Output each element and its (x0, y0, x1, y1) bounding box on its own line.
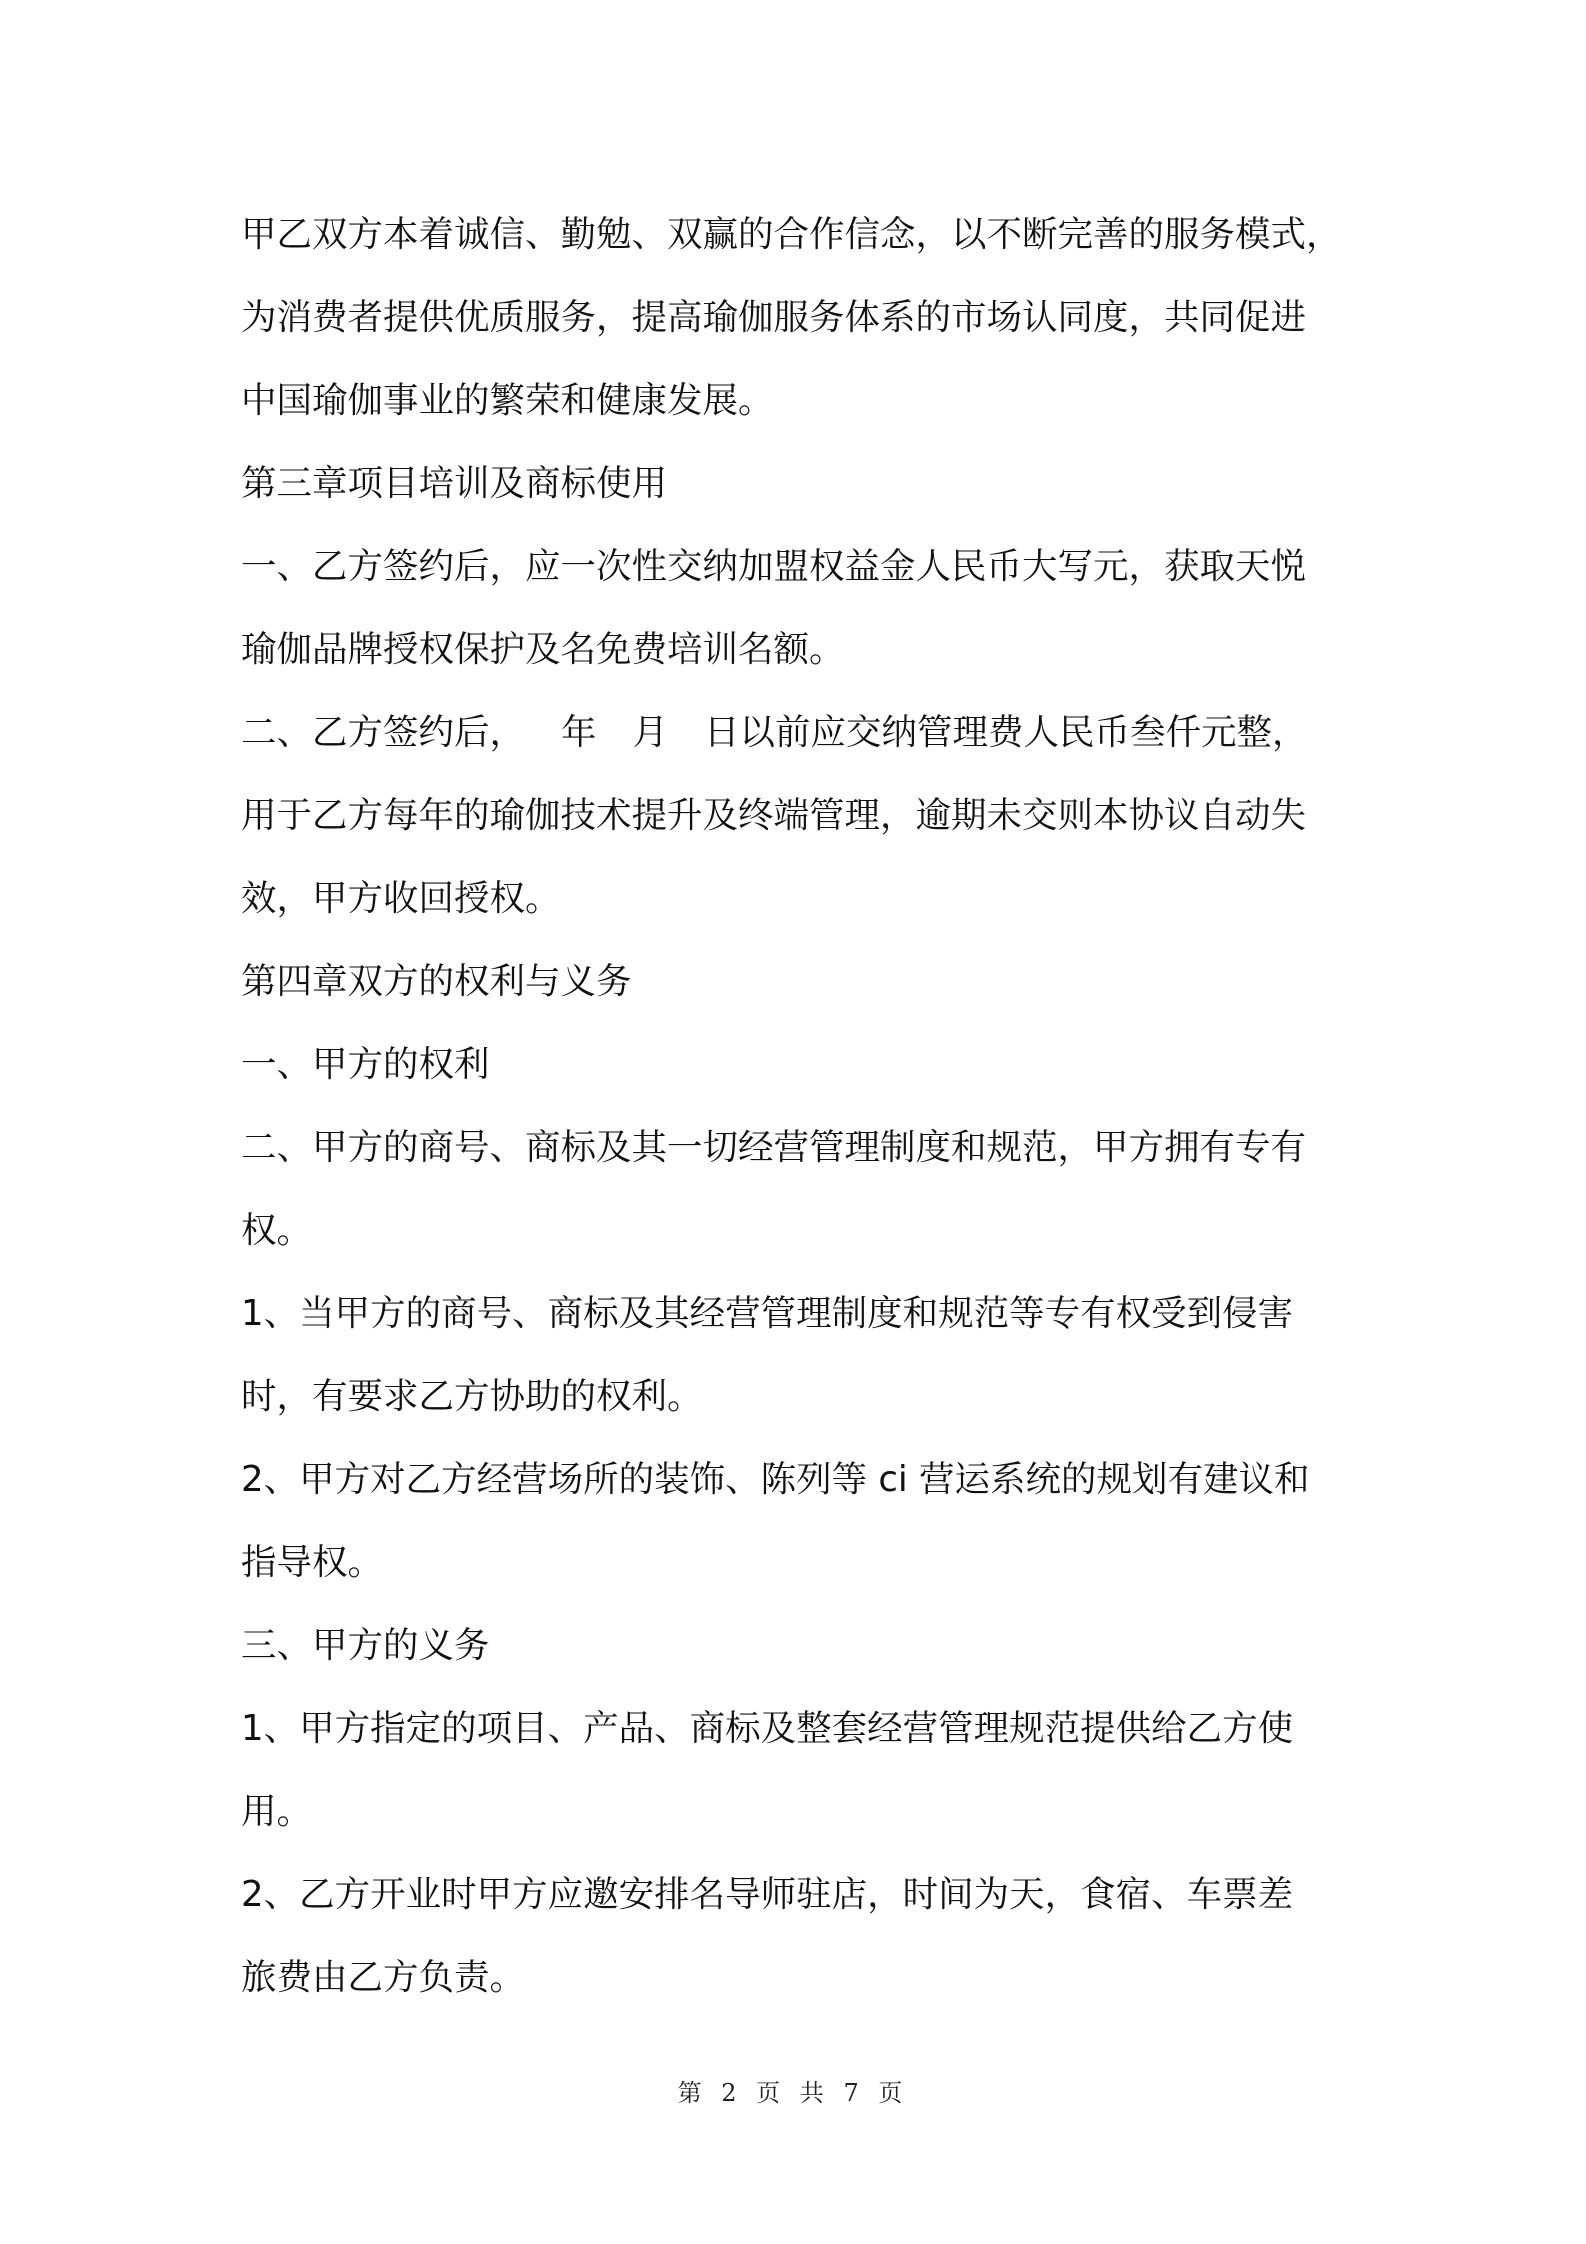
text-line: 权。 (241, 1210, 313, 1251)
section-heading: 一、甲方的权利 (241, 1044, 490, 1085)
text-segment: 月 (632, 712, 669, 753)
text-line: 二、甲方的商号、商标及其一切经营管理制度和规范，甲方拥有专有 (241, 1127, 1307, 1168)
text-line: 中国瑜伽事业的繁荣和健康发展。 (241, 380, 774, 421)
text-line: 甲乙双方本着诚信、勤勉、双赢的合作信念，以不断完善的服务模式， (241, 214, 1342, 255)
chapter-heading: 第四章双方的权利与义务 (241, 961, 632, 1002)
text-line: 用于乙方每年的瑜伽技术提升及终端管理，逾期未交则本协议自动失 (241, 795, 1307, 836)
document-body (241, 193, 1359, 2019)
text-line: 为消费者提供优质服务，提高瑜伽服务体系的市场认同度，共同促进 (241, 297, 1307, 338)
chapter-heading: 第三章项目培训及商标使用 (241, 463, 668, 504)
text-segment: 日以前应交纳管理费人民币叁仟元整， (704, 712, 1308, 753)
text-line (241, 691, 1359, 774)
text-line: 2、甲方对乙方经营场所的装饰、陈列等 ci 营运系统的规划有建议和 (241, 1459, 1310, 1500)
text-line: 瑜伽品牌授权保护及名免费培训名额。 (241, 629, 845, 670)
section-heading: 三、甲方的义务 (241, 1625, 490, 1666)
text-line: 一、乙方签约后，应一次性交纳加盟权益金人民币大写元，获取天悦 (241, 546, 1307, 587)
text-line: 2、乙方开业时甲方应邀安排名导师驻店，时间为天，食宿、车票差 (241, 1874, 1294, 1915)
text-line: 旅费由乙方负责。 (241, 1957, 526, 1998)
text-line: 1、甲方指定的项目、产品、商标及整套经营管理规范提供给乙方使 (241, 1708, 1294, 1749)
text-line: 效，甲方收回授权。 (241, 878, 561, 919)
text-line: 指导权。 (241, 1542, 384, 1583)
text-segment: 年 (561, 712, 597, 753)
text-line: 时，有要求乙方协助的权利。 (241, 1376, 703, 1417)
text-line: 1、当甲方的商号、商标及其经营管理制度和规范等专有权受到侵害 (241, 1293, 1294, 1334)
text-line: 用。 (241, 1791, 313, 1832)
page-number: 第 2 页 共 7 页 (677, 2079, 909, 2107)
text-segment: 二、乙方签约后， (241, 712, 526, 753)
